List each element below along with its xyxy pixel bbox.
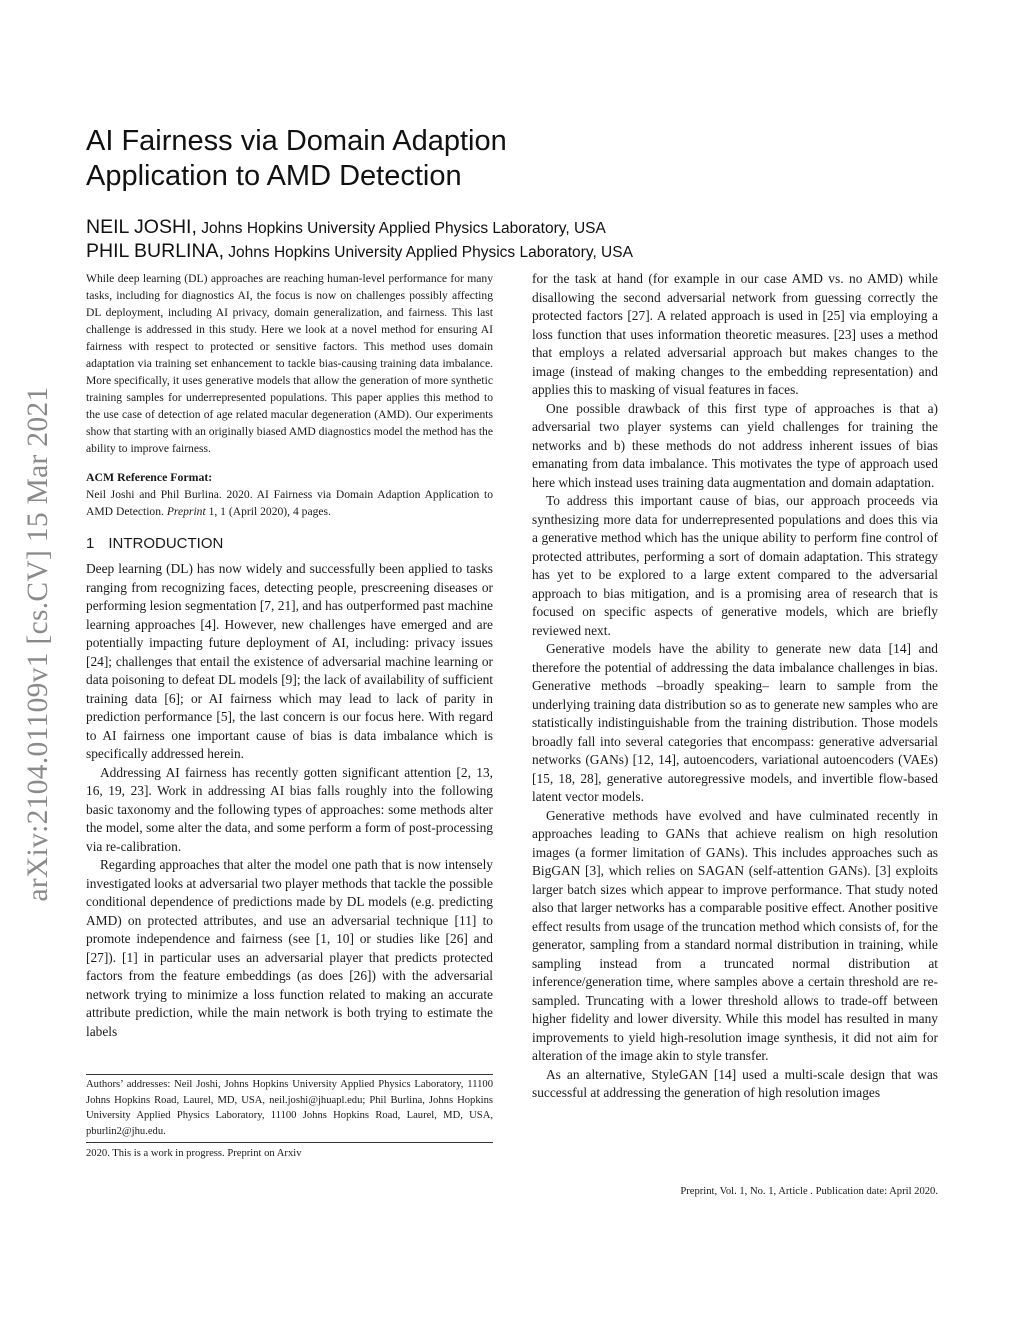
title-line-1: AI Fairness via Domain Adaption <box>86 125 507 157</box>
citation-venue: Preprint <box>166 505 206 518</box>
citation-text-end: 1, 1 (April 2020), 4 pages. <box>205 505 331 518</box>
body-paragraph: As an alternative, StyleGAN [14] used a multi-scale design that was successful at addressing the generation of high resolution images <box>532 1066 938 1100</box>
body-paragraph: Generative methods have evolved and have culminated recently in approaches leading to GANs that achieve realism on high resolution images (a former limitation of GANs). This includes approaches such as BigGAN [3], which relies on SAGAN (self-attention GANs). [3] exploits larger batch sizes which appear to improve performance. That study noted also that larger networks has a comparable positive effect. Another positive effect results from usage of the truncation method which consists of, for the generator, sampling from a standard normal distribution in training, while sampling instead from a truncated normal distribution at inference/generation time, where samples above a certain threshold are re-sampled. Truncating with a lower threshold allows to trade-off between higher fidelity and lower diversity. While this model has resulted in many improvements to yield high-resolution image synthesis, it did not aim for alteration of the image akin to style transfer. <box>532 807 938 1063</box>
author-name: PHIL BURLINA, <box>86 240 224 262</box>
left-column <box>86 270 493 1041</box>
arxiv-identifier-stamp: arXiv:2104.01109v1 [cs.CV] 15 Mar 2021 <box>22 386 54 902</box>
author-affiliation: Johns Hopkins University Applied Physics Laboratory, USA <box>224 244 633 261</box>
footnote-divider <box>86 1142 493 1143</box>
body-paragraph: Regarding approaches that alter the model one path that is now intensely investigated looks at adversarial two player methods that tackle the possible conditional dependence of predictions made by DL models (e.g. predicting AMD) on protected attributes, and use an adversarial technique [11] to promote independence and fairness (see [1, 10] or studies like [26] and [27]). [1] in particular uses an adversarial player that predicts protected factors from the feature embeddings (as does [26]) with the adversarial network trying to minimize a loss function related to making an accurate attribute prediction, while the main network is both trying to estimate the labels <box>86 857 493 1039</box>
author-line-1 <box>86 216 606 239</box>
body-paragraph: Addressing AI fairness has recently gotten significant attention [2, 13, 16, 19, 23]. Work in addressing AI bias falls roughly into the following basic taxonomy and the following types of approaches: some methods alter the model, some alter the data, and some perform a form of post-processing via re-calibration. <box>86 764 493 854</box>
body-paragraph: To address this important cause of bias, our approach proceeds via synthesizing more data for underrepresented populations and does this via a generative method which has the unique ability to perform fine control of protected attributes, performing a sort of domain adaptation. This strategy has yet to be explored to a large extent compared to the adversarial approach to bias mitigation, and is a promising area of research that is focused on specific aspects of generative models, which are briefly reviewed next. <box>532 493 938 638</box>
body-paragraph: for the task at hand (for example in our case AMD vs. no AMD) while disallowing the second adversarial network from guessing correctly the protected factors [27]. A related approach is used in [25] via employing a loss function that uses information theoretic measures. [23] uses a method that employs a related adversarial approach but makes changes to the image (instead of making changes to the embedding representation) and applies this to masking of visual features in faces. <box>532 271 938 397</box>
citation-text: Neil Joshi and Phil Burlina. 2020. AI Fairness via Domain Adaption Application to AMD Detection. <box>86 488 493 518</box>
section-heading-introduction <box>86 534 493 554</box>
author-name: NEIL JOSHI, <box>86 216 197 238</box>
acm-reference-citation <box>86 486 493 520</box>
paper-title <box>86 124 786 194</box>
author-affiliation: Johns Hopkins University Applied Physics Laboratory, USA <box>196 220 606 237</box>
author-line-2 <box>86 240 633 263</box>
footnote-divider <box>86 1074 493 1075</box>
body-paragraph: Generative models have the ability to generate new data [14] and therefore the potential of addressing the data imbalance challenges in bias. Generative methods –broadly speaking– learn to sample from the underlying training data distribution so as to generate new samples who are statistically indistinguishable from the training distribution. Those models broadly fall into several categories that encompass: generative adversarial networks (GANs) [12, 14], autoencoders, variational autoencoders (VAEs) [15, 18, 28], generative autoregressive models, and invertible flow-based latent vector models. <box>532 641 938 804</box>
body-paragraph: Deep learning (DL) has now widely and successfully been applied to tasks ranging from recognizing faces, detecting people, prescreening diseases or performing lesion segmentation [7, 21], and has outperformed past machine learning approaches [4]. However, new challenges have emerged and are potentially impacting future deployment of AI, including: privacy issues [24]; challenges that entail the existence of adversarial machine learning or data poisoning to defeat DL models [9]; the lack of availability of sufficient training data [6]; or AI fairness which may lead to lack of parity in prediction performance [5], the last concern is our focus here. With regard to AI fairness one important cause of bias is data imbalance which is specifically addressed herein. <box>86 561 493 761</box>
running-footer: Preprint, Vol. 1, No. 1, Article . Publication date: April 2020. <box>680 1186 938 1197</box>
title-line-2: Application to AMD Detection <box>86 160 462 192</box>
authors-addresses-footnote: Authors’ addresses: Neil Joshi, Johns Hopkins University Applied Physics Laboratory, 11100 Johns Hopkins Road, Laurel, MD, USA, neil.joshi@jhuapl.edu; Phil Burlina, Johns Hopkins University Applied Physics Laboratory, 11100 Johns Hopkins Road, Laurel, MD, USA, pburlin2@jhu.edu. <box>86 1079 493 1137</box>
abstract: While deep learning (DL) approaches are reaching human-level performance for many tasks, including for diagnostics AI, the focus is now on challenges possibly affecting DL deployment, including AI privacy, domain generalization, and fairness. This last challenge is addressed in this study. Here we look at a novel method for ensuring AI fairness with respect to protected or sensitive factors. This method uses domain adaptation via training set enhancement to tackle bias-causing training data imbalance. More specifically, it uses generative models that allow the generation of more synthetic training samples for underrepresented populations. This paper applies this method to the use case of detection of age related macular degeneration (AMD). Our experiments show that starting with an originally biased AMD diagnostics model the method has the ability to improve fairness. <box>86 272 493 455</box>
acm-reference-heading: ACM Reference Format: <box>86 470 213 484</box>
section-title: INTRODUCTION <box>108 535 224 552</box>
section-number: 1 <box>86 535 95 552</box>
work-in-progress-note: 2020. This is a work in progress. Preprint on Arxiv <box>86 1148 302 1159</box>
body-paragraph: One possible drawback of this first type of approaches is that a) adversarial two player systems can yield challenges for training the networks and b) these methods do not address inherent issues of bias emanating from data imbalance. This motivates the type of approach used here which instead uses training data augmentation and domain adaptation. <box>532 400 938 490</box>
right-column <box>532 270 938 1103</box>
